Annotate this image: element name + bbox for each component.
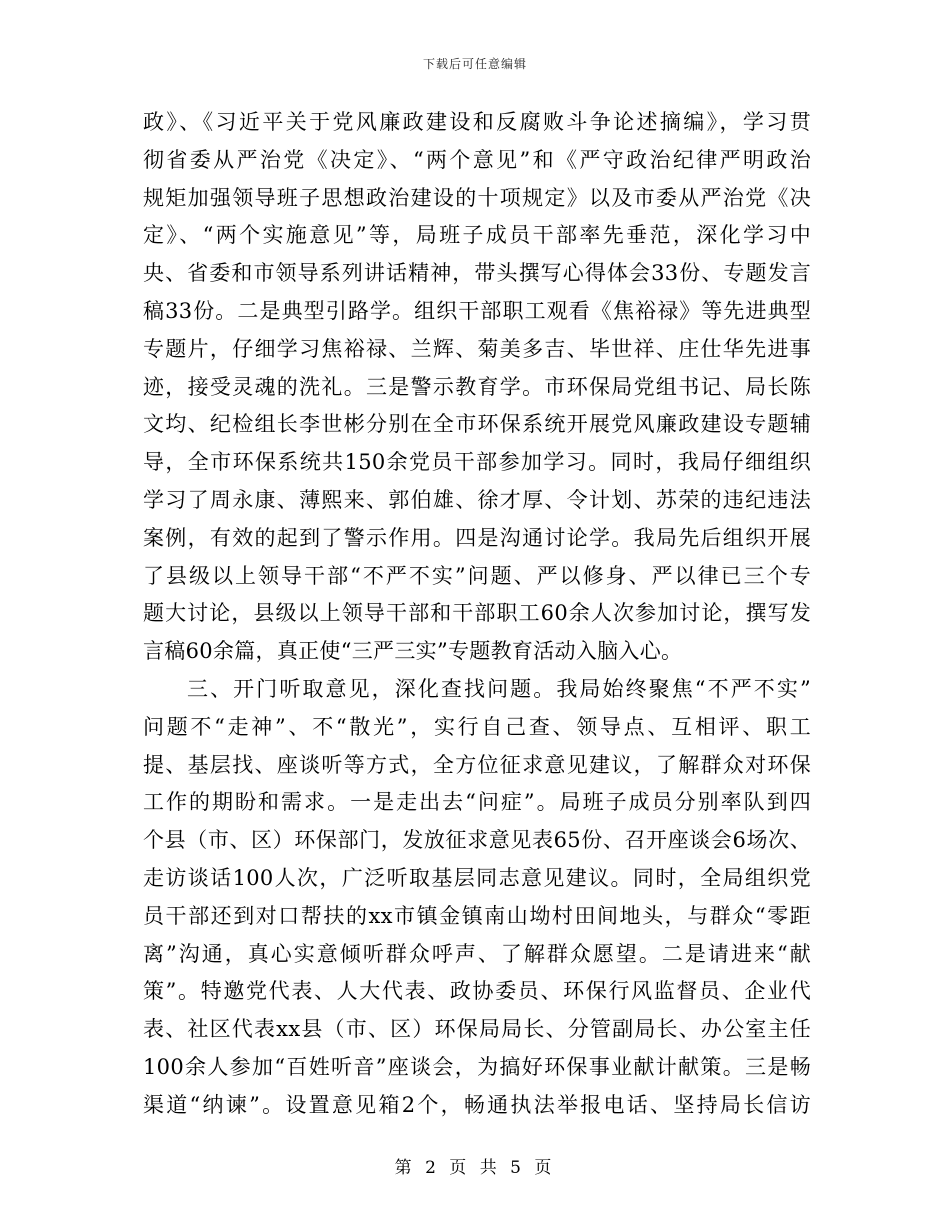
paragraph-1 [143, 104, 811, 671]
text-line: 迹，接受灵魂的洗礼。三是警示教育学。市环保局党组书记、局长陈 [143, 374, 811, 399]
text-line: 文均、纪检组长李世彬分别在全市环保系统开展党风廉政建设专题辅 [143, 412, 811, 437]
text-line: 渠道“纳谏”。设置意见箱2个，畅通执法举报电话、坚持局长信访 [143, 1092, 811, 1117]
text-line: 定》、“两个实施意见”等，局班子成员干部率先垂范，深化学习中 [143, 223, 811, 248]
text-line: 离”沟通，真心实意倾听群众呼声、了解群众愿望。二是请进来“献 [143, 941, 811, 966]
text-line: 规矩加强领导班子思想政治建设的十项规定》以及市委从严治党《决 [143, 185, 811, 210]
text-line: 央、省委和市领导系列讲话精神，带头撰写心得体会33份、专题发言 [143, 261, 811, 286]
text-line: 导，全市环保系统共150余党员干部参加学习。同时，我局仔细组织 [143, 450, 811, 475]
text-line: 100余人参加“百姓听音”座谈会，为搞好环保事业献计献策。三是畅 [143, 1054, 811, 1079]
paragraph-2 [143, 671, 811, 1125]
text-line: 学习了周永康、薄熙来、郭伯雄、徐才厚、令计划、苏荣的违纪违法 [143, 487, 811, 512]
text-line: 题大讨论，县级以上领导干部和干部职工60余人次参加讨论，撰写发 [143, 601, 811, 626]
text-line: 走访谈话100人次，广泛听取基层同志意见建议。同时，全局组织党 [143, 865, 811, 890]
text-line: 问题不“走神”、不“散光”，实行自己查、领导点、互相评、职工 [143, 714, 811, 739]
text-line: 案例，有效的起到了警示作用。四是沟通讨论学。我局先后组织开展 [143, 525, 811, 550]
text-line: 个县（市、区）环保部门，发放征求意见表65份、召开座谈会6场次、 [143, 828, 811, 853]
section-heading-line: 三、开门听取意见，深化查找问题。我局始终聚焦“不严不实” [187, 676, 811, 701]
page-header: 下载后可任意编辑 [422, 57, 527, 71]
text-line: 政》、《习近平关于党风廉政建设和反腐败斗争论述摘编》，学习贯 [143, 110, 811, 134]
text-line: 稿33份。二是典型引路学。组织干部职工观看《焦裕禄》等先进典型 [143, 298, 811, 323]
text-line: 员干部还到对口帮扶的xx市镇金镇南山坳村田间地头，与群众“零距 [143, 903, 811, 928]
text-line: 策”。特邀党代表、人大代表、政协委员、环保行风监督员、企业代 [143, 979, 811, 1004]
text-line: 表、社区代表xx县（市、区）环保局局长、分管副局长、办公室主任 [143, 1017, 811, 1042]
text-line: 工作的期盼和需求。一是走出去“问症”。局班子成员分别率队到四 [143, 790, 811, 815]
text-line: 专题片，仔细学习焦裕禄、兰辉、菊美多吉、毕世祥、庄仕华先进事 [143, 336, 811, 361]
text-line: 言稿60余篇，真正使“三严三实”专题教育活动入脑入心。 [143, 639, 683, 664]
text-line: 提、基层找、座谈听等方式，全方位征求意见建议，了解群众对环保 [143, 752, 811, 777]
document-body [143, 104, 811, 1125]
text-line: 了县级以上领导干部“不严不实”问题、严以修身、严以律已三个专 [143, 563, 811, 588]
page-footer: 第 2 页 共 5 页 [394, 1158, 556, 1178]
text-line: 彻省委从严治党《决定》、“两个意见”和《严守政治纪律严明政治 [143, 147, 811, 172]
